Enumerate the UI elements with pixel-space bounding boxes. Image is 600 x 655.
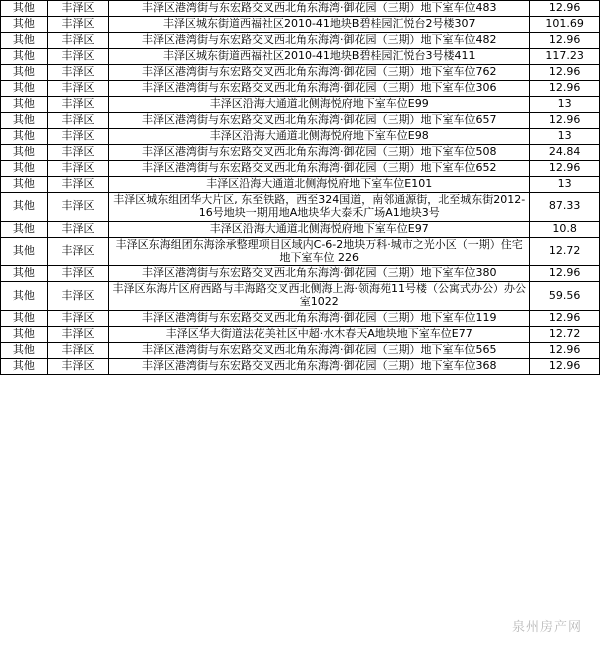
- cell-type: 其他: [1, 343, 48, 359]
- cell-area: 87.33: [530, 192, 600, 221]
- cell-description: 丰泽区港湾街与东宏路交叉西北角东海湾·御花园（三期）地下室车位368: [109, 359, 530, 375]
- cell-description: 丰泽区港湾街与东宏路交叉西北角东海湾·御花园（三期）地下室车位119: [109, 311, 530, 327]
- cell-area: 12.96: [530, 1, 600, 17]
- cell-description: 丰泽区港湾街与东宏路交叉西北角东海湾·御花园（三期）地下室车位483: [109, 1, 530, 17]
- cell-description: 丰泽区沿海大通道北侧海悦府地下室车位E97: [109, 221, 530, 237]
- cell-description: 丰泽区港湾街与东宏路交叉西北角东海湾·御花园（三期）地下室车位565: [109, 343, 530, 359]
- cell-description: 丰泽区港湾街与东宏路交叉西北角东海湾·御花园（三期）地下室车位508: [109, 144, 530, 160]
- table-row[interactable]: [1, 128, 600, 144]
- cell-district: 丰泽区: [47, 327, 108, 343]
- cell-description: 丰泽区沿海大通道北侧海悦府地下室车位E99: [109, 96, 530, 112]
- cell-area: 12.96: [530, 64, 600, 80]
- cell-type: 其他: [1, 80, 48, 96]
- cell-description: 丰泽区港湾街与东宏路交叉西北角东海湾·御花园（三期）地下室车位482: [109, 32, 530, 48]
- cell-area: 13: [530, 96, 600, 112]
- cell-description: 丰泽区港湾街与东宏路交叉西北角东海湾·御花园（三期）地下室车位652: [109, 160, 530, 176]
- cell-type: 其他: [1, 128, 48, 144]
- cell-district: 丰泽区: [47, 128, 108, 144]
- cell-district: 丰泽区: [47, 192, 108, 221]
- cell-type: 其他: [1, 282, 48, 311]
- table-body: [1, 1, 600, 375]
- table-row[interactable]: [1, 311, 600, 327]
- cell-district: 丰泽区: [47, 96, 108, 112]
- cell-area: 24.84: [530, 144, 600, 160]
- table-row[interactable]: [1, 237, 600, 266]
- cell-district: 丰泽区: [47, 48, 108, 64]
- cell-description: 丰泽区城东街道西福社区2010-41地块B碧桂园汇悦台2号楼307: [109, 16, 530, 32]
- watermark: 泉州房产网: [511, 620, 582, 635]
- table-row[interactable]: [1, 160, 600, 176]
- table-row[interactable]: [1, 112, 600, 128]
- cell-area: 12.96: [530, 32, 600, 48]
- table-row[interactable]: [1, 16, 600, 32]
- cell-type: 其他: [1, 1, 48, 17]
- cell-type: 其他: [1, 16, 48, 32]
- cell-description: 丰泽区城东街道西福社区2010-41地块B碧桂园汇悦台3号楼411: [109, 48, 530, 64]
- cell-district: 丰泽区: [47, 32, 108, 48]
- cell-district: 丰泽区: [47, 80, 108, 96]
- cell-type: 其他: [1, 32, 48, 48]
- cell-type: 其他: [1, 359, 48, 375]
- cell-type: 其他: [1, 266, 48, 282]
- cell-type: 其他: [1, 96, 48, 112]
- table-row[interactable]: [1, 221, 600, 237]
- cell-description: 丰泽区港湾街与东宏路交叉西北角东海湾·御花园（三期）地下室车位762: [109, 64, 530, 80]
- table-row[interactable]: [1, 64, 600, 80]
- table-row[interactable]: [1, 359, 600, 375]
- cell-area: 59.56: [530, 282, 600, 311]
- cell-area: 13: [530, 176, 600, 192]
- cell-area: 13: [530, 128, 600, 144]
- cell-district: 丰泽区: [47, 237, 108, 266]
- cell-district: 丰泽区: [47, 64, 108, 80]
- cell-type: 其他: [1, 160, 48, 176]
- table-row[interactable]: [1, 327, 600, 343]
- table-row[interactable]: [1, 192, 600, 221]
- cell-description: 丰泽区沿海大通道北侧海悦府地下室车位E101: [109, 176, 530, 192]
- cell-description: 丰泽区港湾街与东宏路交叉西北角东海湾·御花园（三期）地下室车位380: [109, 266, 530, 282]
- table-row[interactable]: [1, 282, 600, 311]
- cell-area: 12.96: [530, 359, 600, 375]
- cell-area: 12.96: [530, 80, 600, 96]
- cell-type: 其他: [1, 192, 48, 221]
- cell-type: 其他: [1, 64, 48, 80]
- cell-description: 丰泽区港湾街与东宏路交叉西北角东海湾·御花园（三期）地下室车位657: [109, 112, 530, 128]
- cell-district: 丰泽区: [47, 112, 108, 128]
- cell-type: 其他: [1, 311, 48, 327]
- cell-description: 丰泽区东海组团东海涂承整理项目区域内C-6-2地块万科·城市之光小区（一期）住宅地下室车位 226: [109, 237, 530, 266]
- cell-district: 丰泽区: [47, 266, 108, 282]
- cell-description: 丰泽区沿海大通道北侧海悦府地下室车位E98: [109, 128, 530, 144]
- table-row[interactable]: [1, 343, 600, 359]
- cell-area: 12.96: [530, 112, 600, 128]
- table-row[interactable]: [1, 144, 600, 160]
- cell-district: 丰泽区: [47, 16, 108, 32]
- cell-area: 12.96: [530, 266, 600, 282]
- cell-area: 12.96: [530, 311, 600, 327]
- table-row[interactable]: [1, 1, 600, 17]
- cell-area: 12.96: [530, 343, 600, 359]
- cell-district: 丰泽区: [47, 160, 108, 176]
- cell-type: 其他: [1, 237, 48, 266]
- cell-district: 丰泽区: [47, 221, 108, 237]
- cell-district: 丰泽区: [47, 343, 108, 359]
- cell-type: 其他: [1, 144, 48, 160]
- cell-type: 其他: [1, 112, 48, 128]
- table-row[interactable]: [1, 96, 600, 112]
- table-row[interactable]: [1, 32, 600, 48]
- cell-description: 丰泽区城东组团华大片区, 东至铁路，西至324国道，南邻通源街，北至城东街2012-16号地块一期用地A地块华大泰禾广场A1地块3号: [109, 192, 530, 221]
- cell-area: 101.69: [530, 16, 600, 32]
- cell-district: 丰泽区: [47, 359, 108, 375]
- table-row[interactable]: [1, 266, 600, 282]
- cell-type: 其他: [1, 327, 48, 343]
- cell-description: 丰泽区华大街道法花美社区中超·水木春天A地块地下室车位E77: [109, 327, 530, 343]
- cell-area: 12.72: [530, 237, 600, 266]
- cell-type: 其他: [1, 221, 48, 237]
- cell-description: 丰泽区港湾街与东宏路交叉西北角东海湾·御花园（三期）地下室车位306: [109, 80, 530, 96]
- cell-description: 丰泽区东海片区府西路与丰海路交叉西北侧海上海·领海苑11号楼（公寓式办公）办公室1022: [109, 282, 530, 311]
- cell-area: 12.72: [530, 327, 600, 343]
- table-row[interactable]: [1, 176, 600, 192]
- cell-district: 丰泽区: [47, 311, 108, 327]
- table-row[interactable]: [1, 80, 600, 96]
- cell-district: 丰泽区: [47, 144, 108, 160]
- cell-area: 12.96: [530, 160, 600, 176]
- cell-area: 117.23: [530, 48, 600, 64]
- cell-area: 10.8: [530, 221, 600, 237]
- cell-district: 丰泽区: [47, 176, 108, 192]
- cell-district: 丰泽区: [47, 1, 108, 17]
- cell-district: 丰泽区: [47, 282, 108, 311]
- table-row[interactable]: [1, 48, 600, 64]
- cell-type: 其他: [1, 176, 48, 192]
- cell-type: 其他: [1, 48, 48, 64]
